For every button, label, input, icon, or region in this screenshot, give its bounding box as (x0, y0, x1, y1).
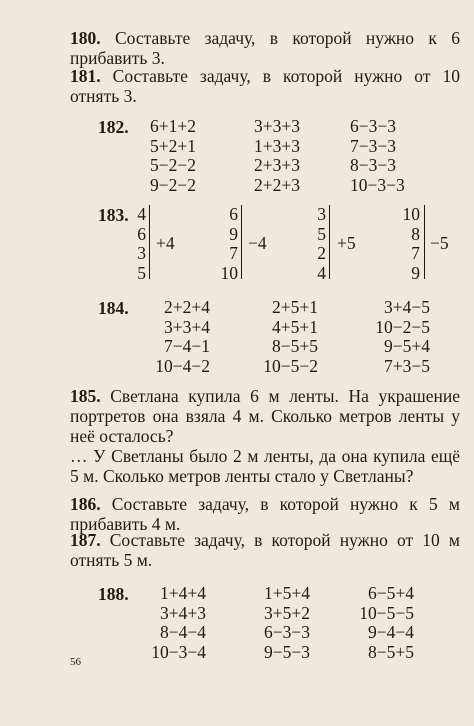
exercise-184-column-1 (132, 298, 210, 376)
expression: 3+3+4 (164, 316, 210, 337)
exercise-182-column-2 (254, 117, 300, 195)
expression: 3+5+2 (264, 602, 310, 623)
expression: 2+3+3 (254, 155, 300, 175)
expression: 1+4+4 (160, 583, 206, 603)
expression: 9−2−2 (150, 174, 196, 195)
expression: 3 (317, 204, 326, 224)
expression: 6−5+4 (368, 583, 414, 603)
exercise-182-number: 182. (98, 117, 129, 137)
exercise-185-continuation: … У Светланы было 2 м ленты, да она купила ещё 5 м. Сколько метров ленты стало у Светланы? (70, 446, 460, 486)
expression: 6+1+2 (150, 116, 196, 136)
expression: 2+5+1 (272, 297, 318, 317)
expression: 2 (317, 243, 326, 263)
expression: 10−3−4 (151, 641, 206, 662)
expression: 3 (137, 243, 146, 263)
expression: 5−2−2 (150, 155, 196, 175)
expression: 8−5+5 (368, 641, 414, 662)
exercise-185: 185. Светлана купила 6 м ленты. На украшение портретов она взяла 4 м. Сколько метров ленты у неё осталось? (70, 386, 460, 446)
expression: 10−2−5 (375, 316, 430, 337)
expression: 6−3−3 (350, 116, 396, 136)
expression: 3+4+3 (160, 602, 206, 623)
exercise-188-column-2 (230, 584, 310, 662)
exercise-184-column-3 (352, 298, 430, 376)
expression: 2+2+3 (254, 174, 300, 195)
expression: 7 (411, 243, 420, 263)
expression: 2+2+4 (164, 297, 210, 317)
expression: 6−3−3 (264, 622, 310, 642)
exercise-183-group-2 (218, 205, 238, 283)
exercise-182-column-1 (150, 117, 196, 195)
expression: 8 (411, 223, 420, 244)
bracket-line (241, 205, 242, 279)
exercise-187: 187. Составьте задачу, в которой нужно от 10 м отнять 5 м. (70, 530, 460, 570)
expression: 9−5−3 (264, 641, 310, 662)
expression: 10−3−3 (350, 174, 405, 195)
expression: 7 (229, 243, 238, 263)
exercise-183-op-2: −4 (248, 233, 267, 253)
page-number: 56 (70, 656, 81, 668)
expression: 9 (229, 223, 238, 244)
expression: 10−5−5 (359, 602, 414, 623)
expression: 1+5+4 (264, 583, 310, 603)
exercise-183-group-3 (306, 205, 326, 283)
exercise-183-op-1: +4 (156, 233, 175, 253)
expression: 9−4−4 (368, 622, 414, 642)
expression: 8−4−4 (160, 622, 206, 642)
expression: 10−5−2 (263, 355, 318, 376)
expression: 4+5+1 (272, 316, 318, 337)
expression: 7−3−3 (350, 135, 396, 156)
expression: 5 (137, 262, 146, 283)
expression: 4 (137, 204, 146, 224)
expression: 9 (411, 262, 420, 283)
exercise-183-number: 183. (98, 205, 129, 225)
exercise-183-op-3: +5 (337, 233, 356, 253)
exercise-186: 186. Составьте задачу, в которой нужно к 5 м прибавить 4 м. (70, 494, 460, 534)
exercise-188-column-3 (332, 584, 414, 662)
exercise-188-number: 188. (98, 584, 129, 604)
expression: 10−4−2 (155, 355, 210, 376)
expression: 1+3+3 (254, 135, 300, 156)
expression: 3+4−5 (384, 297, 430, 317)
expression: 5+2+1 (150, 135, 196, 156)
exercise-181: 181. Составьте задачу, в которой нужно от 10 отнять 3. (70, 66, 460, 106)
expression: 10 (220, 262, 238, 283)
expression: 10 (402, 204, 420, 224)
exercise-183-op-4: −5 (430, 233, 449, 253)
expression: 7−4−1 (164, 336, 210, 356)
exercise-180: 180. Составьте задачу, в которой нужно к 6 прибавить 3. (70, 28, 460, 68)
expression: 8−5+5 (272, 336, 318, 356)
bracket-line (329, 205, 330, 279)
exercise-183-group-1 (126, 205, 146, 283)
exercise-184-number: 184. (98, 298, 129, 318)
bracket-line (424, 205, 425, 279)
expression: 6 (137, 223, 146, 244)
exercise-184-column-2 (240, 298, 318, 376)
expression: 9−5+4 (384, 336, 430, 356)
expression: 3+3+3 (254, 116, 300, 136)
exercise-182-column-3 (350, 117, 405, 195)
expression: 5 (317, 223, 326, 244)
expression: 8−3−3 (350, 155, 396, 175)
expression: 6 (229, 204, 238, 224)
expression: 4 (317, 262, 326, 283)
bracket-line (149, 205, 150, 279)
exercise-183-group-4 (398, 205, 420, 283)
expression: 7+3−5 (384, 355, 430, 376)
exercise-188-column-1 (126, 584, 206, 662)
